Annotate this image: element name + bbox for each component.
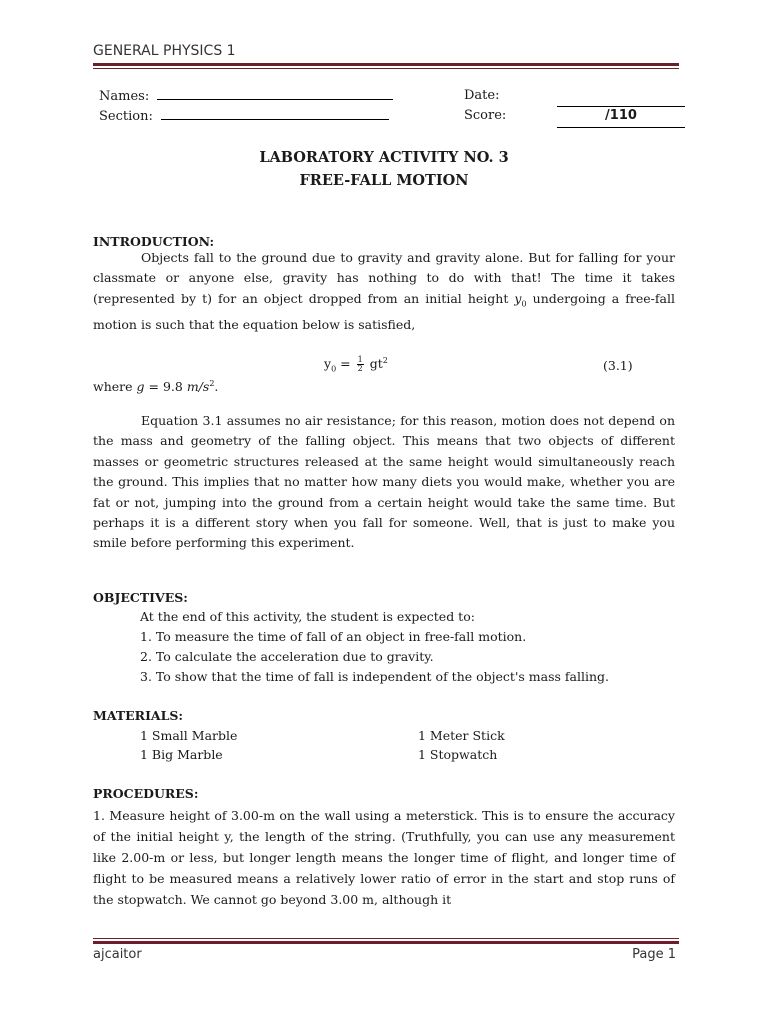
objective-item: 2. To calculate the acceleration due to gravity. (140, 649, 434, 664)
introduction-paragraph-2: Equation 3.1 assumes no air resistance; for this reason, motion does not depend on the mass and geometry of the falling object. This means that two objects of different masses or geometric structures released at the same height would simultaneously reach the ground. This implies that no matter how many diets you would make, whether you are fat or not, jumping into the ground from a certain height would take the same time. But perhaps it is a different story when you fall for someone. Well, that is just to make you smile before performing this experiment. (93, 413, 675, 551)
section-label: Section: (99, 109, 153, 124)
activity-title: FREE-FALL MOTION (299, 172, 469, 189)
objectives-heading: OBJECTIVES: (93, 590, 188, 605)
objective-item: 1. To measure the time of fall of an object in free-fall motion. (140, 629, 527, 644)
score-label: Score: (464, 108, 507, 123)
introduction-paragraph-1: Objects fall to the ground due to gravity and gravity alone. But for falling for your classmate or anyone else, gravity has nothing to do with that! The time it takes (represented by t) for an object dropped from an initial height $y_0$ undergoing a free-fall motion is such that the equation below is satisfied, (93, 250, 675, 332)
equation-number: (3.1) (603, 358, 633, 373)
section-field (99, 108, 389, 124)
objectives-intro: At the end of this activity, the student is expected to: (140, 609, 475, 624)
activity-number: LABORATORY ACTIVITY NO. 3 (259, 149, 509, 166)
gravity-definition: where g = 9.8 $m/s^2$. (93, 379, 219, 395)
section-blank[interactable] (161, 108, 389, 120)
footer-author: ajcaitor (93, 947, 142, 962)
date-label: Date: (464, 88, 500, 103)
fraction-one-half: $\frac{1}{2}$ (357, 355, 363, 374)
names-field (99, 88, 393, 104)
header-rule-thin (93, 68, 679, 69)
footer-page-number: Page 1 (632, 947, 676, 962)
objective-item: 3. To show that the time of fall is independent of the object's mass falling. (140, 669, 609, 684)
score-blank (557, 127, 685, 128)
running-header: GENERAL PHYSICS 1 (93, 43, 236, 59)
equation-3-1: $y_0$ = $\frac{1}{2}$ $gt^2$ (324, 355, 388, 374)
introduction-heading: INTRODUCTION: (93, 234, 215, 249)
footer-rule-thick (93, 941, 679, 944)
procedures-heading: PROCEDURES: (93, 786, 199, 801)
header-rule-thick (93, 63, 679, 66)
material-item: 1 Small Marble (140, 728, 238, 743)
materials-heading: MATERIALS: (93, 708, 184, 723)
names-label: Names: (99, 89, 150, 104)
date-blank[interactable] (557, 106, 685, 107)
material-item: 1 Meter Stick (418, 728, 505, 743)
material-item: 1 Big Marble (140, 747, 223, 762)
score-total: /110 (605, 108, 637, 123)
footer-rule-thin (93, 938, 679, 939)
material-item: 1 Stopwatch (418, 747, 498, 762)
procedure-step-1: 1. Measure height of 3.00-m on the wall using a meterstick. This is to ensure the accuracy of the initial height y, the length of the string. (Truthfully, you can use any measurement like 2.00-m or less, but longer length means the longer time of flight, and longer time of flight to be measured means a relatively lower ratio of error in the start and stop runs of the stopwatch. We cannot go beyond 3.00 m, although it (93, 808, 675, 907)
names-blank[interactable] (157, 88, 393, 100)
